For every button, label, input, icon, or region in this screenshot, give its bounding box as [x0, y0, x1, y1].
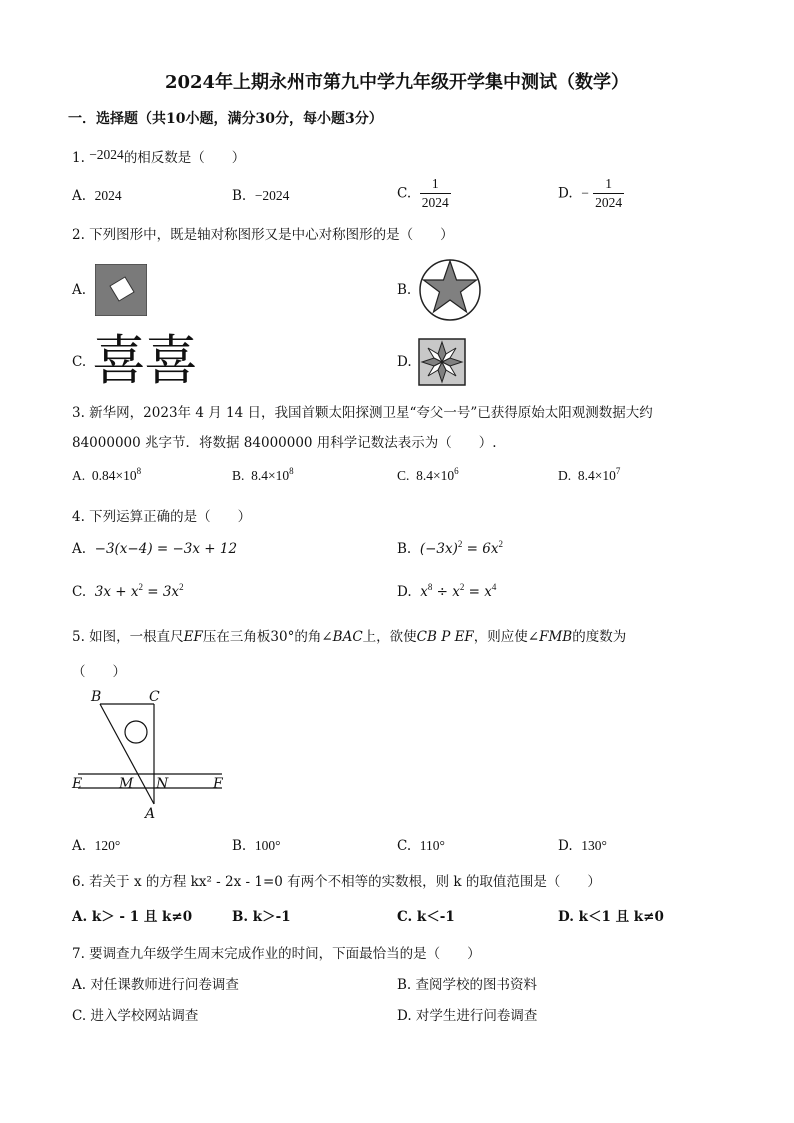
exponent: 2: [459, 582, 465, 592]
option-label: A.: [72, 838, 87, 854]
point-label-c: C: [149, 689, 160, 705]
q1-number: 1.: [72, 150, 85, 166]
option-base: 8.4×10: [416, 468, 455, 483]
option-label: A.: [72, 541, 87, 557]
denominator: 2024: [595, 195, 623, 210]
math-cb-parallel-ef: CB P EF: [416, 629, 474, 645]
question-3-stem-line1: 3. 新华网，2023年 4 月 14 日，我国首颗太阳探测卫星“夸父一号”已获得原始太阳观测数据大约: [72, 405, 653, 421]
option-expression: = 3x: [142, 584, 180, 600]
section-heading: 一．选择题（共10小题，满分30分，每小题3分）: [68, 111, 383, 127]
q2-option-a-label[interactable]: A.: [72, 282, 87, 298]
q2-option-d-label[interactable]: D.: [397, 354, 412, 370]
fraction: [420, 175, 451, 212]
option-label: B.: [232, 468, 245, 483]
option-label: B.: [232, 188, 247, 204]
numerator: 1: [593, 175, 624, 194]
exponent: 2: [498, 539, 503, 549]
math-angle-fmb: ∠FMB: [527, 629, 573, 645]
q6-option-b[interactable]: B. k＞-1: [232, 909, 291, 925]
option-expression: x: [420, 584, 428, 600]
math-angle-bac: ∠BAC: [321, 629, 363, 645]
double-happiness-characters[interactable]: 喜喜: [92, 329, 196, 392]
q2-option-b-label[interactable]: B.: [397, 282, 412, 298]
q1-option-a[interactable]: [72, 188, 122, 204]
option-label: C.: [397, 185, 412, 202]
exponent: 2: [179, 582, 184, 592]
q4-option-c[interactable]: [72, 584, 184, 600]
exponent: 4: [491, 582, 497, 592]
option-expression: −3(x−4) = −3x + 12: [94, 541, 238, 557]
q7-option-d[interactable]: D. 对学生进行问卷调查: [397, 1008, 538, 1024]
q6-option-a[interactable]: A. k＞ - 1 且 k≠0: [72, 909, 193, 925]
question-6-stem: 6. 若关于 x 的方程 kx² - 2x - 1=0 有两个不相等的实数根，则 k 的取值范围是（ ）: [72, 874, 601, 890]
option-expression: ÷ x: [432, 584, 460, 600]
q7-option-b[interactable]: B. 查阅学校的图书资料: [397, 977, 538, 993]
star-in-circle-figure[interactable]: [418, 258, 482, 322]
q7-option-c[interactable]: C. 进入学校网站调查: [72, 1008, 199, 1024]
question-3-stem-line2: 84000000 兆字节．将数据 84000000 用科学记数法表示为（ ）.: [72, 435, 497, 451]
question-5-stem-line2: （ ）: [72, 664, 126, 680]
option-value: 2024: [94, 188, 122, 203]
q1-option-d[interactable]: [558, 175, 624, 212]
option-label: C.: [72, 584, 87, 600]
denominator: 2024: [421, 195, 449, 210]
q4-option-d[interactable]: [397, 584, 496, 600]
q6-option-c[interactable]: C. k＜-1: [397, 909, 455, 925]
question-7-stem: 7. 要调查九年级学生周末完成作业的时间，下面最恰当的是（ ）: [72, 946, 481, 962]
option-exponent: 8: [289, 466, 294, 476]
point-label-e: E: [72, 776, 83, 792]
q1-option-c[interactable]: [397, 175, 451, 212]
point-label-m: M: [119, 776, 134, 792]
q1-option-b[interactable]: [232, 188, 289, 204]
option-label: D.: [397, 584, 412, 600]
fraction: [593, 175, 624, 212]
q3-option-c[interactable]: [397, 468, 459, 484]
triangle-ruler-figure: [70, 688, 240, 823]
option-base: 8.4×10: [577, 468, 616, 483]
option-label: C.: [397, 838, 412, 854]
option-exponent: 7: [615, 466, 621, 476]
option-value: 110°: [419, 838, 445, 853]
exponent: 8: [427, 582, 433, 592]
option-value: 130°: [581, 838, 607, 853]
math-ef: EF: [183, 629, 203, 645]
stem-text: 压在三角板30°的角: [202, 629, 322, 645]
q6-option-d[interactable]: D. k＜1 且 k≠0: [558, 909, 664, 925]
q1-math: −2024: [89, 147, 124, 162]
q4-option-b[interactable]: [397, 541, 503, 557]
option-base: 8.4×10: [251, 468, 290, 483]
option-exponent: 8: [136, 466, 142, 476]
option-label: D.: [558, 185, 573, 202]
point-label-b: B: [91, 689, 102, 705]
option-expression: (−3x): [419, 541, 458, 557]
option-expression: 3x + x: [94, 584, 139, 600]
option-label: C.: [397, 468, 410, 483]
option-value: −2024: [254, 188, 290, 203]
q5-option-a[interactable]: [72, 838, 120, 854]
q7-option-a[interactable]: A. 对任课教师进行问卷调查: [72, 977, 239, 993]
numerator: 1: [420, 175, 451, 194]
exponent: 2: [457, 539, 463, 549]
q5-option-b[interactable]: [232, 838, 280, 854]
option-label: B.: [232, 838, 247, 854]
question-1-stem: [72, 146, 245, 166]
stem-text: ，则应使: [473, 629, 528, 645]
q2-option-c-label[interactable]: C.: [72, 354, 87, 370]
option-label: D.: [558, 838, 573, 854]
option-label: B.: [397, 541, 412, 557]
stem-text: 上，欲使: [362, 629, 417, 645]
gray-square-figure[interactable]: [95, 264, 147, 316]
option-base: 0.84×10: [91, 468, 137, 483]
option-expression: = x: [464, 584, 492, 600]
question-4-stem: 4. 下列运算正确的是（ ）: [72, 509, 252, 525]
exponent: 2: [138, 582, 143, 592]
option-value: 120°: [94, 838, 121, 853]
stem-text: 5. 如图，一根直尺: [72, 629, 184, 645]
q4-option-a[interactable]: [72, 541, 237, 557]
option-label: A.: [72, 188, 87, 204]
page-title: 2024年上期永州市第九中学九年级开学集中测试（数学）: [164, 72, 630, 93]
point-label-f: F: [213, 776, 223, 792]
q5-option-c[interactable]: [397, 838, 445, 854]
question-2-stem: 2. 下列图形中，既是轴对称图形又是中心对称图形的是（ ）: [72, 227, 454, 243]
option-value: 100°: [254, 838, 281, 853]
point-label-a: A: [145, 806, 156, 822]
q3-option-b[interactable]: [232, 468, 294, 484]
option-label: A.: [72, 468, 86, 483]
option-expression: = 6x: [462, 541, 499, 557]
option-exponent: 6: [454, 466, 459, 476]
option-label: D.: [558, 468, 572, 483]
pinwheel-square-figure[interactable]: [418, 338, 466, 386]
stem-text: 的度数为: [572, 629, 627, 645]
point-label-n: N: [156, 776, 169, 792]
q1-stem-text: 的相反数是（ ）: [123, 150, 246, 166]
minus-sign: −: [581, 185, 589, 201]
q3-option-d[interactable]: [558, 468, 620, 484]
q5-option-d[interactable]: [558, 838, 607, 854]
q3-option-a[interactable]: [72, 468, 141, 484]
question-5-stem: [72, 625, 626, 645]
